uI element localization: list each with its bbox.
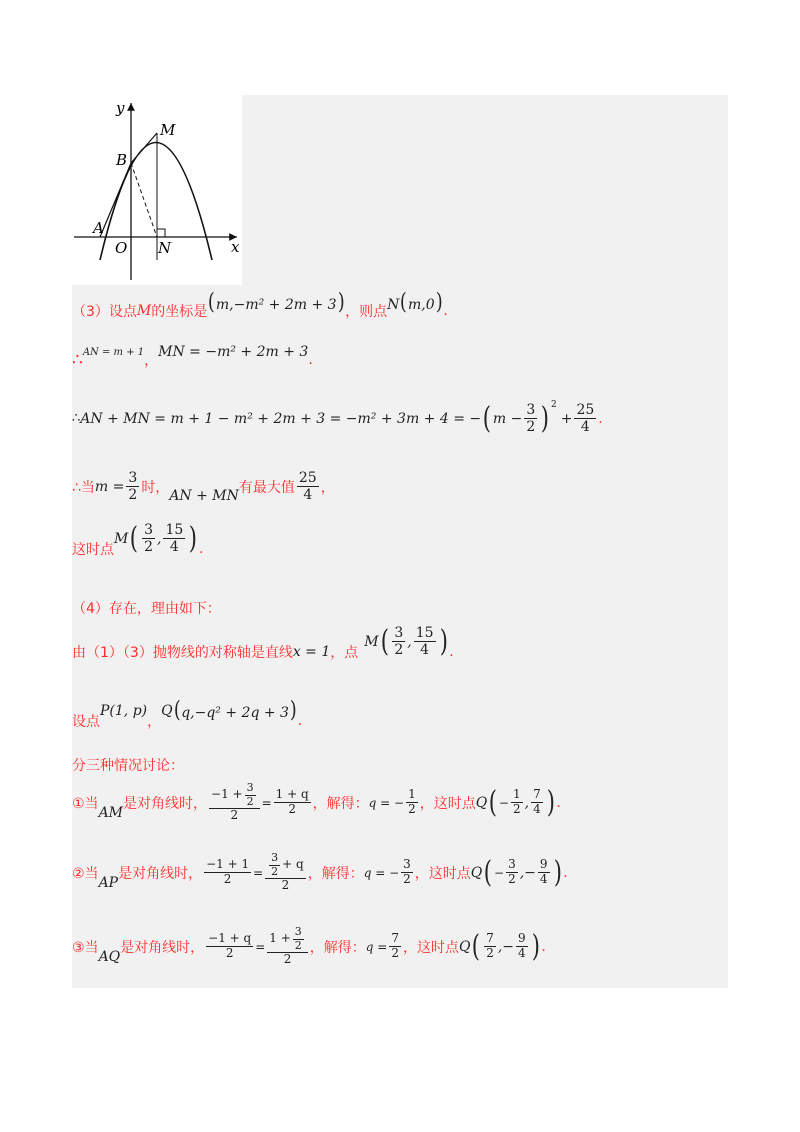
frac-7-2: $\frac{7}{2}$ bbox=[391, 931, 399, 961]
point-m: M bbox=[114, 530, 129, 547]
text: 时， bbox=[141, 479, 170, 496]
line-set-pq bbox=[72, 698, 303, 730]
case-1: ①当 AM 是对角线时， −1 + $\frac{3}{2}$ 2 = $\frac{1 + q}{2}$ ，解得： q = − $\frac{1}{2}$ ，这时点 Q ( − $\frac{1}{2}$ , $\frac{7}{4}$ ) . bbox=[72, 781, 561, 823]
frac-7-4: $\frac{7}{4}$ bbox=[533, 787, 541, 817]
frac-3-2: $\frac{3}{2}$ bbox=[144, 522, 153, 556]
frac-case2-left: $\frac{-1 + 1}{2}$ bbox=[206, 857, 250, 887]
paren-open: ( bbox=[482, 400, 492, 436]
frac-3-2: $\frac{3}{2}$ bbox=[508, 857, 516, 887]
expr-an-mn: AN + MN bbox=[169, 487, 239, 504]
point-q: Q bbox=[459, 938, 471, 955]
paren-open: ( bbox=[130, 520, 139, 556]
text: 的坐标是 bbox=[151, 304, 208, 320]
text: ③当 bbox=[72, 939, 99, 956]
text: 设点 bbox=[72, 714, 100, 730]
text: 这时点 bbox=[72, 541, 114, 558]
text: ②当 bbox=[72, 865, 99, 882]
plus: + bbox=[560, 410, 573, 427]
paren-close: ) bbox=[546, 784, 555, 820]
label-b: B bbox=[116, 151, 128, 169]
frac-case3-left: $\frac{-1 + q}{2}$ bbox=[208, 931, 252, 961]
frac-7-2: $\frac{7}{2}$ bbox=[486, 931, 494, 961]
frac-1-2: $\frac{1}{2}$ bbox=[512, 787, 521, 817]
label-a: A bbox=[93, 219, 104, 237]
point-q: Q bbox=[161, 703, 173, 719]
frac-case2-right: $\frac{3}{2}$ + q 2 bbox=[265, 852, 306, 893]
line-max bbox=[72, 470, 335, 503]
text: （4）存在，理由如下： bbox=[72, 601, 221, 617]
text: M bbox=[136, 303, 152, 319]
point-n: N(m,0) bbox=[387, 290, 443, 315]
segment-ab bbox=[100, 163, 131, 237]
expr-sum: AN + MN = m + 1 − m² + 2m + 3 = −m² + 3m + 4 = − bbox=[80, 410, 482, 427]
label-x: x bbox=[231, 238, 240, 256]
line-sum-expand bbox=[72, 399, 603, 436]
text: 是对角线时， bbox=[123, 795, 208, 812]
paren-close: ) bbox=[553, 854, 562, 890]
text: ，解得： bbox=[312, 795, 369, 812]
case-2: ②当 AP 是对角线时， $\frac{-1 + 1}{2}$ = $\frac{3}{2}$ + q 2 ，解得： q = − $\frac{3}{2}$ ，这时点 Q ( − $\frac{3}{2}$ ,− $\frac{9}{4}$ ) . bbox=[72, 851, 568, 893]
paren-open: ( bbox=[472, 928, 481, 964]
line-an-mn bbox=[72, 344, 313, 370]
period: . bbox=[541, 938, 546, 955]
segment-aq: AQ bbox=[98, 948, 121, 965]
point-m: M bbox=[364, 633, 379, 650]
equals: = bbox=[255, 939, 266, 954]
paren-close: ) bbox=[541, 400, 550, 436]
equals: = bbox=[261, 795, 272, 810]
expr-q: q = − bbox=[368, 795, 405, 810]
text: ，这时点 bbox=[403, 939, 459, 956]
expr-m: m = bbox=[94, 478, 125, 495]
paren-open: ( bbox=[484, 854, 493, 890]
text: ，这时点 bbox=[419, 795, 476, 812]
text: ，则点 bbox=[345, 304, 388, 320]
paren-open: ( bbox=[488, 784, 498, 820]
line-cases bbox=[72, 755, 184, 775]
period: . bbox=[556, 794, 561, 811]
frac-case1-left: −1 + $\frac{3}{2}$ 2 bbox=[209, 782, 260, 823]
therefore-icon: ∴ bbox=[72, 350, 83, 370]
period: . bbox=[198, 540, 204, 557]
line-point-m: 这时点 M ( $\frac{3}{2}$ , $\frac{15}{4}$ ) . bbox=[72, 520, 204, 558]
equals: = bbox=[253, 865, 264, 880]
comma: ， bbox=[147, 714, 162, 730]
coord-q: (q,−q² + 2q + 3) bbox=[173, 698, 297, 723]
comma: ， bbox=[144, 353, 159, 369]
paren-close: ) bbox=[189, 520, 198, 556]
comma: ， bbox=[320, 479, 335, 496]
frac-25-4: $\frac{25}{4}$ bbox=[576, 402, 595, 436]
segment-ap: AP bbox=[98, 874, 119, 891]
text: ，点 bbox=[330, 644, 359, 661]
period: . bbox=[449, 643, 454, 660]
expr-x: x = 1 bbox=[292, 643, 331, 660]
text: （3）设点 bbox=[72, 304, 137, 320]
expr-q: q = bbox=[365, 939, 388, 954]
period: . bbox=[308, 352, 313, 368]
period: . bbox=[598, 410, 603, 427]
frac-15-4: $\frac{15}{4}$ bbox=[165, 522, 184, 556]
frac-case1-right: $\frac{1 + q}{2}$ bbox=[275, 787, 309, 817]
text: ∴当 bbox=[72, 479, 95, 496]
frac-1-2: $\frac{1}{2}$ bbox=[408, 787, 416, 817]
frac-3-2: $\frac{3}{2}$ bbox=[394, 625, 404, 659]
therefore-icon: ∴ bbox=[72, 411, 81, 427]
segment-bn-dashed bbox=[131, 163, 157, 237]
frac-9-4: $\frac{9}{4}$ bbox=[539, 857, 548, 887]
segment-am: AM bbox=[98, 804, 124, 821]
point-q: Q bbox=[470, 864, 483, 881]
right-angle-mark bbox=[157, 229, 165, 237]
point-p: P(1, p) bbox=[100, 703, 148, 719]
expr-mn: MN = −m² + 2m + 3 bbox=[158, 344, 309, 360]
text: 有最大值 bbox=[238, 479, 295, 496]
text: ，解得： bbox=[307, 865, 364, 882]
frac-3-2: $\frac{3}{2}$ bbox=[128, 470, 138, 504]
text: 是对角线时， bbox=[118, 865, 203, 882]
text: 是对角线时， bbox=[120, 939, 205, 956]
text: 分三种情况讨论： bbox=[72, 758, 184, 774]
frac-case3-right: 1 + $\frac{3}{2}$ 2 bbox=[267, 926, 308, 967]
label-y: y bbox=[116, 99, 125, 117]
graph-figure bbox=[72, 95, 242, 285]
text: ，这时点 bbox=[414, 865, 471, 882]
frac-3-2: $\frac{3}{2}$ bbox=[526, 402, 536, 436]
expr-an: AN = m + 1 bbox=[82, 346, 145, 358]
period: . bbox=[297, 713, 303, 729]
label-o: O bbox=[115, 239, 128, 257]
line-axis: 由（1）（3）抛物线的对称轴是直线 x = 1 ，点 M ( $\frac{3}{2}$ , $\frac{15}{4}$ ) . bbox=[72, 623, 454, 661]
text: ，解得： bbox=[309, 939, 366, 956]
frac-25-4: $\frac{25}{4}$ bbox=[298, 470, 317, 504]
coord-m: (m,−m² + 2m + 3) bbox=[208, 290, 345, 315]
period: . bbox=[443, 303, 448, 319]
segment-bm bbox=[131, 133, 157, 163]
period: . bbox=[563, 864, 568, 881]
frac-15-4: $\frac{15}{4}$ bbox=[415, 625, 434, 659]
case-3: ③当 AQ 是对角线时， $\frac{-1 + q}{2}$ = 1 + $\frac{3}{2}$ 2 ，解得： q = $\frac{7}{2}$ ，这时点 Q ( $\frac{7}{2}$ ,− $\frac{9}{4}$ ) . bbox=[72, 925, 546, 967]
parabola-graph bbox=[72, 95, 242, 285]
expr-q: q = − bbox=[363, 865, 400, 880]
line-coord-m bbox=[72, 290, 448, 322]
point-q: Q bbox=[475, 794, 488, 811]
label-n: N bbox=[158, 239, 172, 257]
paren-close: ) bbox=[439, 623, 448, 659]
label-m: M bbox=[160, 121, 176, 139]
line-exists bbox=[72, 598, 221, 618]
square: 2 bbox=[550, 399, 557, 410]
expr-inner: m − bbox=[492, 410, 523, 427]
text: ①当 bbox=[72, 795, 99, 812]
text: 由（1）（3）抛物线的对称轴是直线 bbox=[72, 644, 293, 661]
paren-close: ) bbox=[531, 928, 540, 964]
paren-open: ( bbox=[380, 623, 389, 659]
frac-3-2: $\frac{3}{2}$ bbox=[403, 857, 411, 887]
frac-9-4: $\frac{9}{4}$ bbox=[518, 931, 526, 961]
